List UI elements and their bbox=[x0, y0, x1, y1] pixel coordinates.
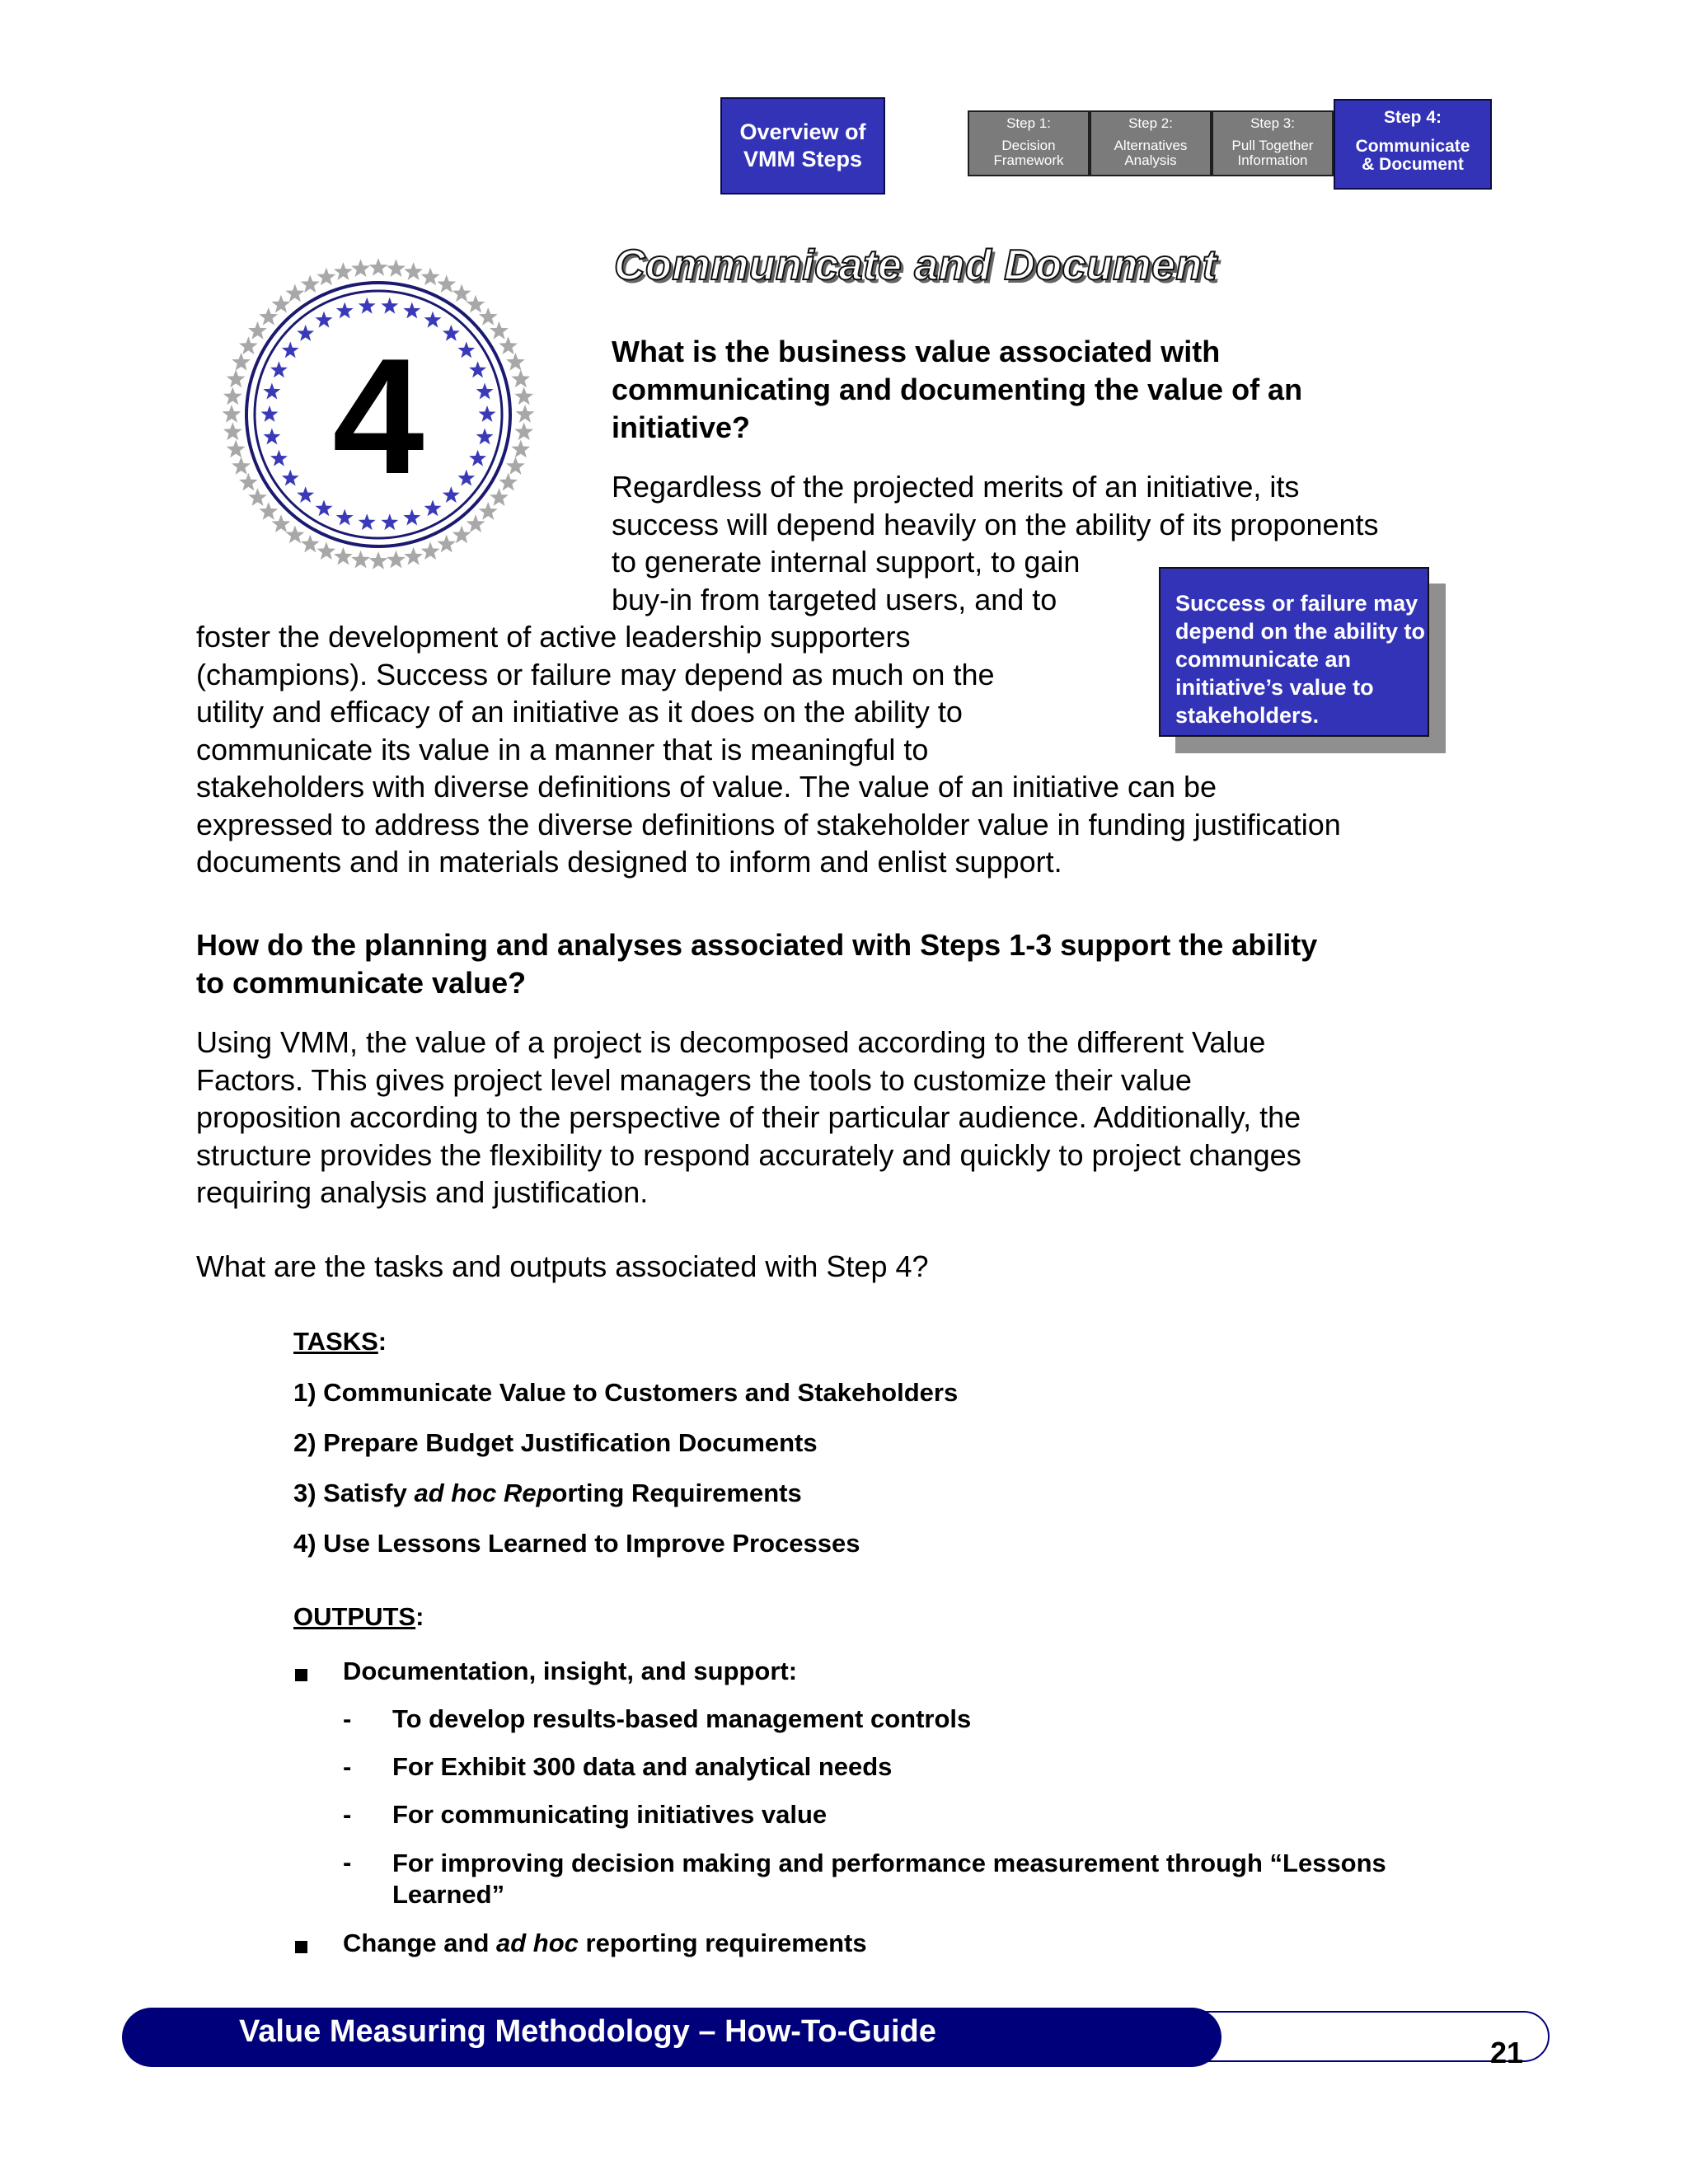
outer-star-icon bbox=[223, 387, 242, 405]
para1-line: success will depend heavily on the ability of its proponents bbox=[612, 507, 1379, 541]
output-bullet-1: Documentation, insight, and support: bbox=[343, 1657, 798, 1685]
outer-star-icon bbox=[259, 307, 278, 326]
outer-star-icon bbox=[316, 541, 335, 560]
para1-line: foster the development of active leadership supporters bbox=[196, 620, 911, 654]
para2-line: proposition according to the perspective of their particular audience. Additionally, the bbox=[196, 1100, 1301, 1134]
para3: What are the tasks and outputs associated with Step 4? bbox=[196, 1249, 929, 1283]
output-sub-item: For communicating initiatives value bbox=[392, 1800, 828, 1829]
para2-line: Using VMM, the value of a project is decomposed according to the different Value bbox=[196, 1025, 1266, 1059]
page-title: Communicate and Document bbox=[614, 241, 1217, 289]
outer-star-icon bbox=[232, 457, 251, 475]
para2-line: requiring analysis and justification. bbox=[196, 1175, 649, 1209]
question-steps-support bbox=[196, 926, 1482, 1002]
callout-box bbox=[1159, 567, 1429, 737]
task-item bbox=[293, 1479, 802, 1508]
step-3-number: Step 3: bbox=[1250, 115, 1295, 131]
outer-star-icon bbox=[387, 551, 406, 569]
output-bullet-2 bbox=[343, 1929, 867, 1958]
outer-star-icon bbox=[421, 268, 440, 286]
step-3-label-2: Information bbox=[1237, 152, 1308, 168]
outer-star-icon bbox=[437, 535, 456, 553]
bullet2-before: Change and bbox=[343, 1929, 497, 1957]
outer-star-icon bbox=[316, 268, 335, 286]
outputs-label: OUTPUTS: bbox=[293, 1602, 424, 1631]
outer-star-icon bbox=[514, 422, 533, 440]
step-2-number: Step 2: bbox=[1128, 115, 1173, 131]
task-3-after: orting Requirements bbox=[551, 1479, 802, 1507]
outer-star-icon bbox=[479, 307, 498, 326]
outer-star-icon bbox=[223, 422, 242, 440]
outer-star-icon bbox=[248, 488, 267, 506]
callout-line: initiative’s value to bbox=[1175, 675, 1374, 700]
outer-star-icon bbox=[404, 547, 423, 565]
para1-line: Regardless of the projected merits of an initiative, its bbox=[612, 470, 1300, 504]
task-item: 1) Communicate Value to Customers and Stakeholders bbox=[293, 1378, 959, 1407]
seal-number: 4 bbox=[332, 325, 424, 509]
para1-line: documents and in materials designed to inform and enlist support. bbox=[196, 845, 1062, 879]
q2-line: to communicate value? bbox=[196, 966, 527, 1000]
q1-line: What is the business value associated with bbox=[612, 335, 1221, 368]
step-4-number: Step 4: bbox=[1383, 108, 1442, 127]
q1-line: initiative? bbox=[612, 410, 751, 444]
callout-line: stakeholders. bbox=[1175, 703, 1320, 728]
para1-line: buy-in from targeted users, and to bbox=[612, 582, 1057, 616]
outer-star-icon bbox=[499, 336, 518, 354]
step-2-label-1: Alternatives bbox=[1114, 138, 1188, 153]
para1-line: (champions). Success or failure may depend as much on the bbox=[196, 657, 995, 691]
outer-star-icon bbox=[387, 259, 406, 277]
step-1-label-2: Framework bbox=[993, 152, 1064, 168]
q2-line: How do the planning and analyses associated with Steps 1-3 support the ability bbox=[196, 928, 1318, 962]
outer-star-icon bbox=[452, 525, 471, 543]
footer-title: Value Measuring Methodology – How-To-Guide bbox=[239, 2014, 936, 2049]
task-3-before: 3) Satisfy bbox=[293, 1479, 415, 1507]
outer-star-icon bbox=[506, 353, 525, 371]
outer-star-icon bbox=[223, 405, 241, 423]
outer-star-icon bbox=[499, 473, 518, 491]
step-3-label-1: Pull Together bbox=[1231, 138, 1314, 153]
overview-vmm-steps-button[interactable] bbox=[720, 97, 885, 194]
output-sub-item: For Exhibit 300 data and analytical needs bbox=[392, 1752, 893, 1781]
step-4-label-2: & Document bbox=[1362, 155, 1464, 174]
para1-line: stakeholders with diverse definitions of value. The value of an initiative can be bbox=[196, 770, 1217, 804]
step-1-label-1: Decision bbox=[1001, 138, 1056, 153]
square-bullet-icon bbox=[295, 1941, 307, 1953]
sub-dash: - bbox=[343, 1704, 352, 1733]
para2-line: structure provides the flexibility to respond accurately and quickly to project changes bbox=[196, 1137, 1301, 1172]
step-2-label-2: Analysis bbox=[1124, 152, 1177, 168]
callout-line: Success or failure may bbox=[1175, 591, 1418, 616]
outputs-label-text: OUTPUTS bbox=[293, 1602, 416, 1631]
outer-star-icon bbox=[516, 405, 535, 423]
outer-star-icon bbox=[511, 440, 530, 458]
para2 bbox=[196, 1024, 1482, 1212]
question-business-value bbox=[612, 333, 1469, 447]
output-sub-item: To develop results-based management controls bbox=[392, 1704, 972, 1733]
outer-star-icon bbox=[227, 369, 246, 387]
overview-line-1: Overview of bbox=[739, 120, 866, 144]
sub-dash: - bbox=[343, 1752, 352, 1781]
tasks-label: TASKS: bbox=[293, 1327, 387, 1356]
outer-star-icon bbox=[301, 535, 320, 553]
outer-star-icon bbox=[452, 284, 471, 302]
sub-dash: - bbox=[343, 1800, 352, 1829]
callout-line: communicate an bbox=[1175, 647, 1352, 672]
step-4-seal-icon bbox=[216, 252, 541, 577]
q1-line: communicating and documenting the value of an bbox=[612, 373, 1303, 406]
outer-star-icon bbox=[511, 369, 530, 387]
step-2-button[interactable] bbox=[1090, 110, 1212, 176]
step-1-button[interactable] bbox=[968, 110, 1090, 176]
output-sub-item bbox=[392, 1848, 1386, 1910]
step-4-label-1: Communicate bbox=[1355, 137, 1470, 156]
outer-star-icon bbox=[421, 541, 440, 560]
outer-star-icon bbox=[272, 514, 291, 532]
para1-line: utility and efficacy of an initiative as it does on the ability to bbox=[196, 695, 963, 729]
outer-star-icon bbox=[272, 295, 291, 313]
para2-line: Factors. This gives project level managers the tools to customize their value bbox=[196, 1062, 1192, 1097]
output-sub-line: For improving decision making and performance measurement through “Lessons bbox=[392, 1849, 1386, 1877]
square-bullet-icon bbox=[295, 1669, 307, 1681]
outer-star-icon bbox=[334, 547, 353, 565]
outer-star-icon bbox=[437, 274, 456, 293]
step-4-button[interactable] bbox=[1334, 99, 1492, 190]
output-sub-line: Learned” bbox=[392, 1880, 505, 1909]
callout-line: depend on the ability to bbox=[1175, 619, 1425, 644]
outer-star-icon bbox=[239, 473, 258, 491]
step-1-number: Step 1: bbox=[1006, 115, 1051, 131]
outer-star-icon bbox=[227, 440, 246, 458]
outer-star-icon bbox=[232, 353, 251, 371]
task-3-italic: ad hoc Rep bbox=[414, 1479, 552, 1507]
task-item: 2) Prepare Budget Justification Documents bbox=[293, 1428, 818, 1457]
outer-star-icon bbox=[506, 457, 525, 475]
sub-dash: - bbox=[343, 1848, 352, 1877]
outer-star-icon bbox=[301, 274, 320, 293]
outer-star-icon bbox=[285, 525, 304, 543]
tasks-label-text: TASKS bbox=[293, 1327, 378, 1356]
outer-star-icon bbox=[369, 551, 388, 569]
outer-star-icon bbox=[351, 551, 370, 569]
bullet2-italic: ad hoc bbox=[496, 1929, 579, 1957]
outer-star-icon bbox=[369, 258, 388, 276]
task-item: 4) Use Lessons Learned to Improve Processes bbox=[293, 1529, 860, 1558]
outer-star-icon bbox=[404, 262, 423, 280]
bullet2-after: reporting requirements bbox=[578, 1929, 867, 1957]
outer-star-icon bbox=[490, 488, 509, 506]
overview-line-2: VMM Steps bbox=[743, 147, 863, 171]
outer-star-icon bbox=[514, 387, 533, 405]
outer-star-icon bbox=[285, 284, 304, 302]
para1-line: to generate internal support, to gain bbox=[612, 545, 1081, 579]
para1-line: communicate its value in a manner that is meaningful to bbox=[196, 732, 929, 766]
para1-line: expressed to address the diverse definitions of stakeholder value in funding justification bbox=[196, 807, 1341, 841]
outer-star-icon bbox=[239, 336, 258, 354]
outer-star-icon bbox=[467, 514, 485, 532]
step-3-button[interactable] bbox=[1212, 110, 1334, 176]
outer-star-icon bbox=[334, 262, 353, 280]
page-number: 21 bbox=[1490, 2036, 1524, 2069]
outer-star-icon bbox=[351, 259, 370, 277]
outer-star-icon bbox=[467, 295, 485, 313]
